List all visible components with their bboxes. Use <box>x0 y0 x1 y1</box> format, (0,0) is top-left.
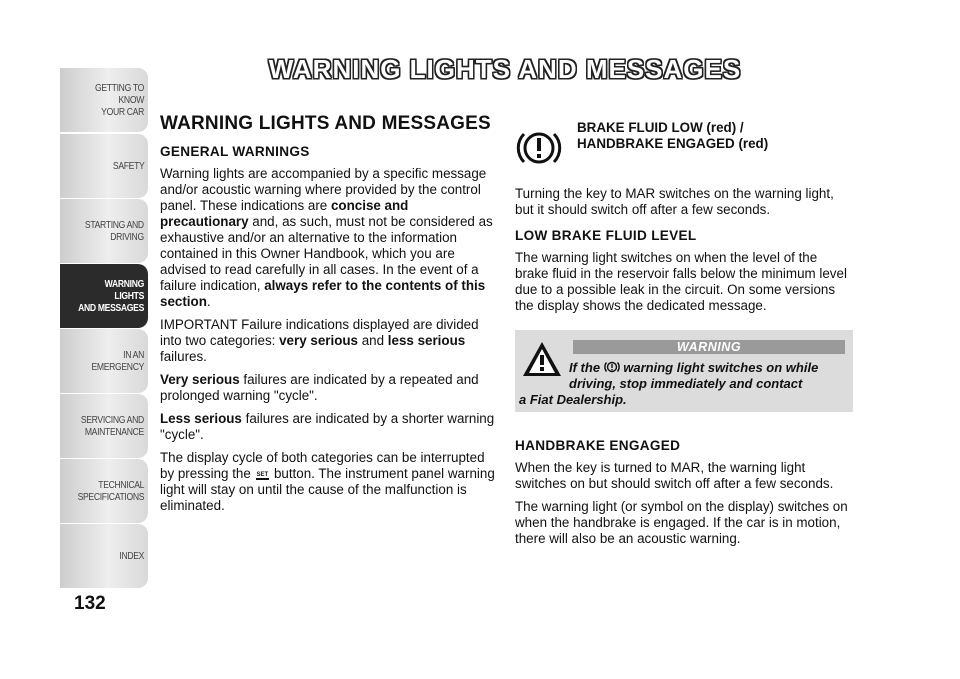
tab-label: INDEX <box>119 550 144 562</box>
low-fluid-heading: LOW BRAKE FLUID LEVEL <box>515 228 697 243</box>
tab-technical[interactable] <box>60 459 148 523</box>
brake-warning-header <box>515 116 853 186</box>
warning-line: a Fiat Dealership. <box>519 392 627 407</box>
text: failures are indicated by a repeated and prolonged warning "cycle". <box>160 372 479 403</box>
title-line: BRAKE FLUID LOW (red) / <box>577 120 744 135</box>
tab-safety[interactable] <box>60 134 148 198</box>
emphasis: always refer to the contents of this section <box>160 278 486 309</box>
general-warnings-heading: GENERAL WARNINGS <box>160 144 310 159</box>
emphasis: concise and precautionary <box>160 198 409 229</box>
tab-emergency[interactable] <box>60 329 148 393</box>
general-paragraph <box>160 166 498 310</box>
tab-index[interactable] <box>60 524 148 588</box>
page-title: WARNING LIGHTS AND MESSAGES <box>268 54 742 84</box>
very-serious-paragraph <box>160 372 498 404</box>
title-line: HANDBRAKE ENGAGED (red) <box>577 136 769 151</box>
tab-label: GETTING TO KNOW YOUR CAR <box>94 82 144 118</box>
emphasis: less serious <box>387 333 466 348</box>
emphasis: very serious <box>279 333 358 348</box>
handbrake-heading: HANDBRAKE ENGAGED <box>515 438 681 453</box>
text: failures. <box>160 349 207 364</box>
brake-warning-title <box>577 120 768 152</box>
tab-getting-to-know[interactable] <box>60 68 148 132</box>
warning-box <box>515 330 853 412</box>
tab-servicing[interactable] <box>60 394 148 458</box>
text: and, as such, must not be considered as exhaustive and/or an alternative to the information contained in this Owner Handbook, which you are advised to read carefully in all cases. In the event of a failure indication, <box>160 214 493 293</box>
left-column <box>160 113 498 521</box>
text: IMPORTANT Failure indications displayed are divided into two categories: <box>160 317 479 348</box>
tab-label: SERVICING AND MAINTENANCE <box>80 414 144 438</box>
text: and <box>358 333 388 348</box>
set-button-icon: SET <box>256 472 269 478</box>
warning-triangle-icon <box>521 340 563 378</box>
chapter-tabs <box>0 0 148 600</box>
less-serious-paragraph <box>160 411 498 443</box>
tab-label: STARTING AND DRIVING <box>85 219 144 243</box>
warning-text <box>519 360 845 408</box>
text: failures are indicated by a shorter warning "cycle". <box>160 411 495 442</box>
warning-line: driving, stop immediately and contact <box>569 376 803 391</box>
tab-label: IN AN EMERGENCY <box>91 349 144 373</box>
text: Warning lights are accompanied by a specific message and/or acoustic warning where provided by the control panel. These indications are <box>160 166 487 213</box>
right-column <box>515 116 853 554</box>
emphasis: Very serious <box>160 372 240 387</box>
page-number: 132 <box>74 593 106 614</box>
brake-warning-icon <box>604 360 620 374</box>
tab-label: WARNING LIGHTS AND MESSAGES <box>78 278 144 314</box>
handbrake-paragraph: The warning light (or symbol on the display) switches on when the handbrake is engaged. If the car is in motion, there will also be an acoustic warning. <box>515 499 848 546</box>
handbrake-paragraph: When the key is turned to MAR, the warning light switches on but should switch off after a few seconds. <box>515 460 834 491</box>
tab-label: TECHNICAL SPECIFICATIONS <box>77 479 144 503</box>
brake-warning-icon <box>515 124 563 172</box>
tab-label: SAFETY <box>112 160 144 172</box>
low-fluid-paragraph: The warning light switches on when the level of the brake fluid in the reservoir falls below the minimum level due to a possible leak in the circuit. On some versions the display shows the dedicated message. <box>515 250 847 313</box>
text: The display cycle of both categories can be interrupted by pressing the <box>160 450 485 481</box>
important-paragraph <box>160 317 498 365</box>
warning-line <box>519 360 845 376</box>
text: If the <box>569 360 604 375</box>
text: button. The instrument panel warning light will stay on until the cause of the malfunction is eliminated. <box>160 466 495 513</box>
intro-paragraph: Turning the key to MAR switches on the warning light, but it should switch off after a few seconds. <box>515 186 834 217</box>
tab-warning-lights[interactable] <box>60 264 148 328</box>
section-title: WARNING LIGHTS AND MESSAGES <box>160 113 491 134</box>
tab-starting-driving[interactable] <box>60 199 148 263</box>
emphasis: Less serious <box>160 411 242 426</box>
display-cycle-paragraph <box>160 450 498 514</box>
text: . <box>206 294 211 309</box>
text: warning light switches on while <box>619 360 819 375</box>
warning-label: WARNING <box>573 340 845 354</box>
